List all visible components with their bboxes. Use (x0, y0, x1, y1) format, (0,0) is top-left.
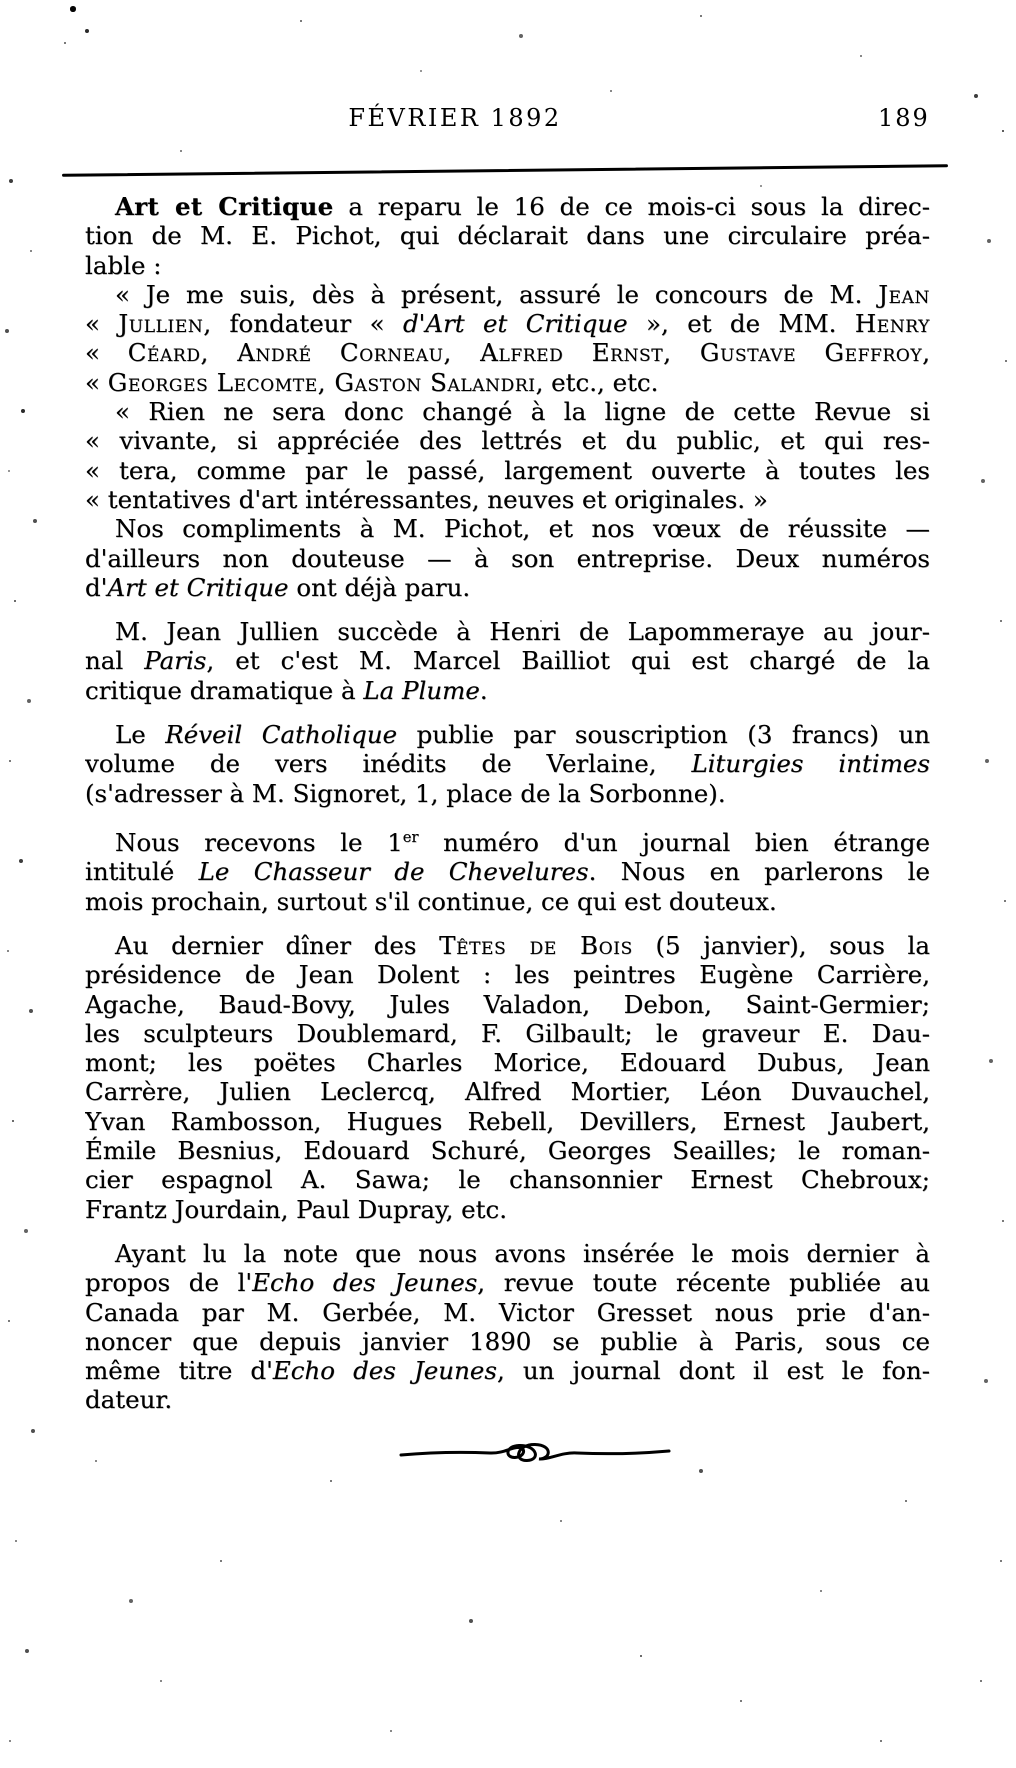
text-line (85, 1298, 930, 1327)
text-segment: volume de vers inédits de Verlaine, (85, 749, 692, 779)
text-segment: « tera, comme par le passé, largement ouverte à toutes les (85, 455, 930, 485)
text-line (85, 617, 930, 646)
text-segment: Émile Besnius, Edouard Schuré, Georges Seailles; le roman- (85, 1136, 930, 1166)
text-segment: Yvan Rambosson, Hugues Rebell, Devillers, Ernest Jaubert, (85, 1106, 930, 1136)
text-segment: , un journal dont il est le fon- (496, 1356, 930, 1386)
text-segment: « Je me suis, dès à présent, assuré le concours de M. (115, 279, 879, 309)
text-segment: Nous recevons le 1 (115, 828, 403, 858)
text-line (85, 676, 930, 705)
header-rule (62, 164, 948, 177)
text-segment: er (402, 828, 419, 846)
text-line (85, 309, 930, 338)
running-head (0, 104, 1016, 144)
text-segment: , etc., etc. (535, 367, 659, 397)
text-segment: Jean (878, 279, 930, 309)
text-segment: nal (85, 646, 145, 676)
text-segment: Carrère, Julien Leclercq, Alfred Mortier, Léon Duvauchel, (85, 1077, 930, 1107)
text-segment: , et c'est M. Marcel Bailliot qui est chargé de la (206, 646, 930, 676)
text-line (85, 779, 930, 808)
text-segment: « (85, 309, 119, 339)
text-line (85, 749, 930, 778)
text-line (85, 485, 930, 514)
page-number: 189 (878, 104, 930, 132)
text-line (85, 931, 930, 960)
text-line (85, 1107, 930, 1136)
text-line (85, 1268, 930, 1297)
text-line (85, 646, 930, 675)
text-segment: Liturgies intimes (691, 749, 930, 779)
text-segment: Georges Lecomte, Gaston Salandri (107, 367, 536, 397)
text-line (85, 1239, 930, 1268)
text-line (85, 1019, 930, 1048)
text-segment: dateur. (85, 1385, 173, 1415)
text-segment: Têtes de Bois (439, 930, 633, 960)
text-segment: Echo des Jeunes (252, 1268, 478, 1298)
text-segment: Réveil Catholique (165, 720, 398, 750)
text-segment: numéro d'un journal bien étrange (418, 828, 930, 858)
text-line (85, 1195, 930, 1224)
text-segment: Le Chasseur de Chevelures (198, 857, 589, 887)
text-segment: intitulé (85, 857, 199, 887)
text-segment: a reparu le 16 de ce mois-ci sous la direc- (333, 192, 930, 221)
text-line (85, 397, 930, 426)
text-segment: (s'adresser à M. Signoret, 1, place de la Sorbonne). (85, 778, 726, 808)
text-line (85, 1077, 930, 1106)
text-segment: , (922, 338, 930, 368)
text-segment: lable : (85, 250, 162, 280)
paragraph (85, 823, 930, 916)
paragraph (85, 1239, 930, 1415)
text-line (85, 1136, 930, 1165)
text-line (85, 857, 930, 886)
text-line (85, 720, 930, 749)
text-line (85, 280, 930, 309)
flourish-divider-icon (398, 1438, 672, 1468)
text-segment: (5 janvier), sous la (632, 930, 930, 960)
text-line (85, 221, 930, 250)
text-line (85, 514, 930, 543)
text-line (85, 1327, 930, 1356)
text-line (85, 573, 930, 602)
text-line (85, 990, 930, 1019)
text-segment: même titre d' (85, 1356, 273, 1386)
text-segment: Art et Critique (115, 192, 334, 221)
text-line (85, 1165, 930, 1194)
text-segment: , revue toute récente publiée au (477, 1268, 930, 1298)
text-line (85, 823, 930, 857)
text-segment: tion de M. E. Pichot, qui déclarait dans une circulaire préa- (85, 221, 930, 251)
text-line (85, 960, 930, 989)
text-segment: d' (85, 572, 108, 602)
text-line (85, 338, 930, 367)
text-segment: Céard, André Corneau, Alfred Ernst, Gustave Geffroy (127, 338, 923, 368)
text-segment: publie par souscription (3 francs) un (397, 720, 930, 750)
text-segment: mont; les poëtes Charles Morice, Edouard Dubus, Jean (85, 1048, 930, 1078)
text-segment: présidence de Jean Dolent : les peintres Eugène Carrière, (85, 960, 930, 990)
text-segment: M. Jean Jullien succède à Henri de Lapommeraye au jour- (115, 617, 930, 647)
text-line (85, 1385, 930, 1414)
text-segment: « (85, 367, 108, 397)
paragraph (85, 720, 930, 808)
text-line (85, 456, 930, 485)
text-segment: Frantz Jourdain, Paul Dupray, etc. (85, 1194, 508, 1224)
text-segment: propos de l' (85, 1268, 253, 1298)
page-body (85, 192, 930, 1430)
text-segment: Echo des Jeunes (272, 1356, 497, 1386)
text-line (85, 368, 930, 397)
text-segment: . Nous en parlerons le (588, 857, 930, 887)
text-segment: noncer que depuis janvier 1890 se publie à Paris, sous ce (85, 1326, 930, 1356)
text-segment: cier espagnol A. Sawa; le chansonnier Ernest Chebroux; (85, 1165, 930, 1195)
text-segment: Paris (144, 646, 207, 676)
scan-noise-speckles (0, 0, 2, 2)
text-segment: « Rien ne sera donc changé à la ligne de cette Revue si (115, 397, 930, 427)
text-segment: », et de MM. (627, 309, 855, 339)
text-line (85, 251, 930, 280)
text-segment: Agache, Baud-Bovy, Jules Valadon, Debon, Saint-Germier; (85, 989, 930, 1019)
text-segment: Henry (854, 309, 930, 339)
text-segment: d'Art et Critique (402, 309, 628, 339)
text-segment: mois prochain, surtout s'il continue, ce qui est douteux. (85, 886, 777, 916)
text-segment: d'ailleurs non douteuse — à son entreprise. Deux numéros (85, 543, 930, 573)
paragraph (85, 192, 930, 602)
text-segment: Art et Critique (107, 572, 289, 602)
text-line (85, 1048, 930, 1077)
text-segment: les sculpteurs Doublemard, F. Gilbault; le graveur E. Dau- (85, 1018, 930, 1048)
text-segment: « (85, 338, 128, 368)
text-segment: . (479, 675, 488, 705)
paragraph (85, 617, 930, 705)
text-segment: Au dernier dîner des (115, 930, 440, 960)
text-segment: La Plume (363, 675, 480, 705)
text-segment: Le (115, 720, 166, 750)
text-segment: « vivante, si appréciée des lettrés et du public, et qui res- (85, 426, 930, 456)
text-segment: Canada par M. Gerbée, M. Victor Gresset nous prie d'an- (85, 1297, 930, 1327)
issue-date-heading: FÉVRIER 1892 (348, 104, 562, 132)
text-line (85, 426, 930, 455)
text-line (85, 192, 930, 221)
text-segment: , fondateur « (203, 309, 403, 339)
paragraph (85, 931, 930, 1224)
text-line (85, 887, 930, 916)
text-line (85, 544, 930, 573)
text-segment: ont déjà paru. (288, 572, 471, 602)
text-segment: Nos compliments à M. Pichot, et nos vœux de réussite — (115, 514, 930, 544)
text-segment: « tentatives d'art intéressantes, neuves et originales. » (85, 484, 768, 514)
text-line (85, 1356, 930, 1385)
text-segment: critique dramatique à (85, 675, 364, 705)
text-segment: Ayant lu la note que nous avons insérée le mois dernier à (115, 1238, 930, 1268)
text-segment: Jullien (118, 309, 204, 339)
